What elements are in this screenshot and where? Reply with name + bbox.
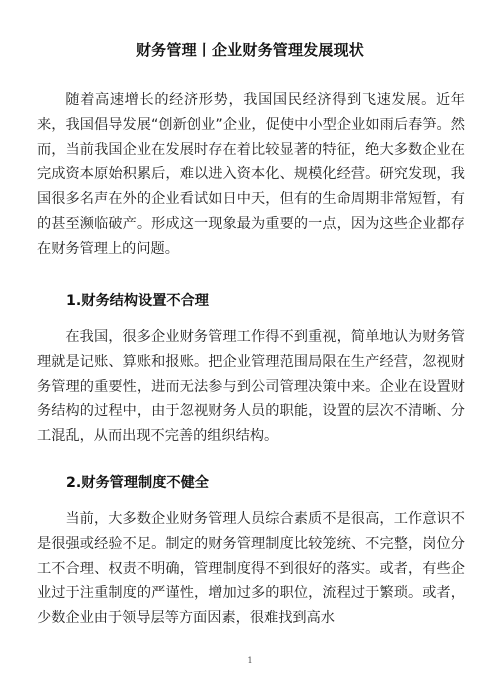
section-1-paragraph: 在我国，很多企业财务管理工作得不到重视，简单地认为财务管理就是记账、算账和报账。把企业管理范围局限在生产经营，忽视财务管理的重要性，进而无法参与到公司管理决策中来。企业在设置财务结构的过程中，由于忽视财务人员的职能，设置的层次不清晰、分工混乱，从而出现不完善的组织结构。 xyxy=(37,329,465,445)
section-heading-1: 1.财务结构设置不合理 xyxy=(66,293,209,309)
document-title: 财务管理丨企业财务管理发展现状 xyxy=(135,41,364,59)
section-heading-2: 2.财务管理制度不健全 xyxy=(66,475,209,491)
intro-paragraph: 随着高速增长的经济形势，我国国民经济得到飞速发展。近年来，我国倡导发展“创新创业”企业，促使中小型企业如雨后春笋。然而，当前我国企业在发展时存在着比较显著的特征，绝大多数企业在完成资本原始积累后，难以进入资本化、规模化经营。研究发现，我国很多名声在外的企业看试如日中天，但有的生命周期非常短暂，有的甚至濒临破产。形成这一现象最为重要的一点，因为这些企业都存在财务管理上的问题。 xyxy=(37,92,465,257)
page-number: 1 xyxy=(247,656,253,665)
section-2-paragraph: 当前，大多数企业财务管理人员综合素质不是很高，工作意识不是很强或经验不足。制定的财务管理制度比较笼统、不完整，岗位分工不合理、权责不明确，管理制度得不到很好的落实。或者，有些企业过于注重制度的严谨性，增加过多的职位，流程过于繁琐。或者，少数企业由于领导层等方面因素，很难找到高水 xyxy=(37,511,465,627)
